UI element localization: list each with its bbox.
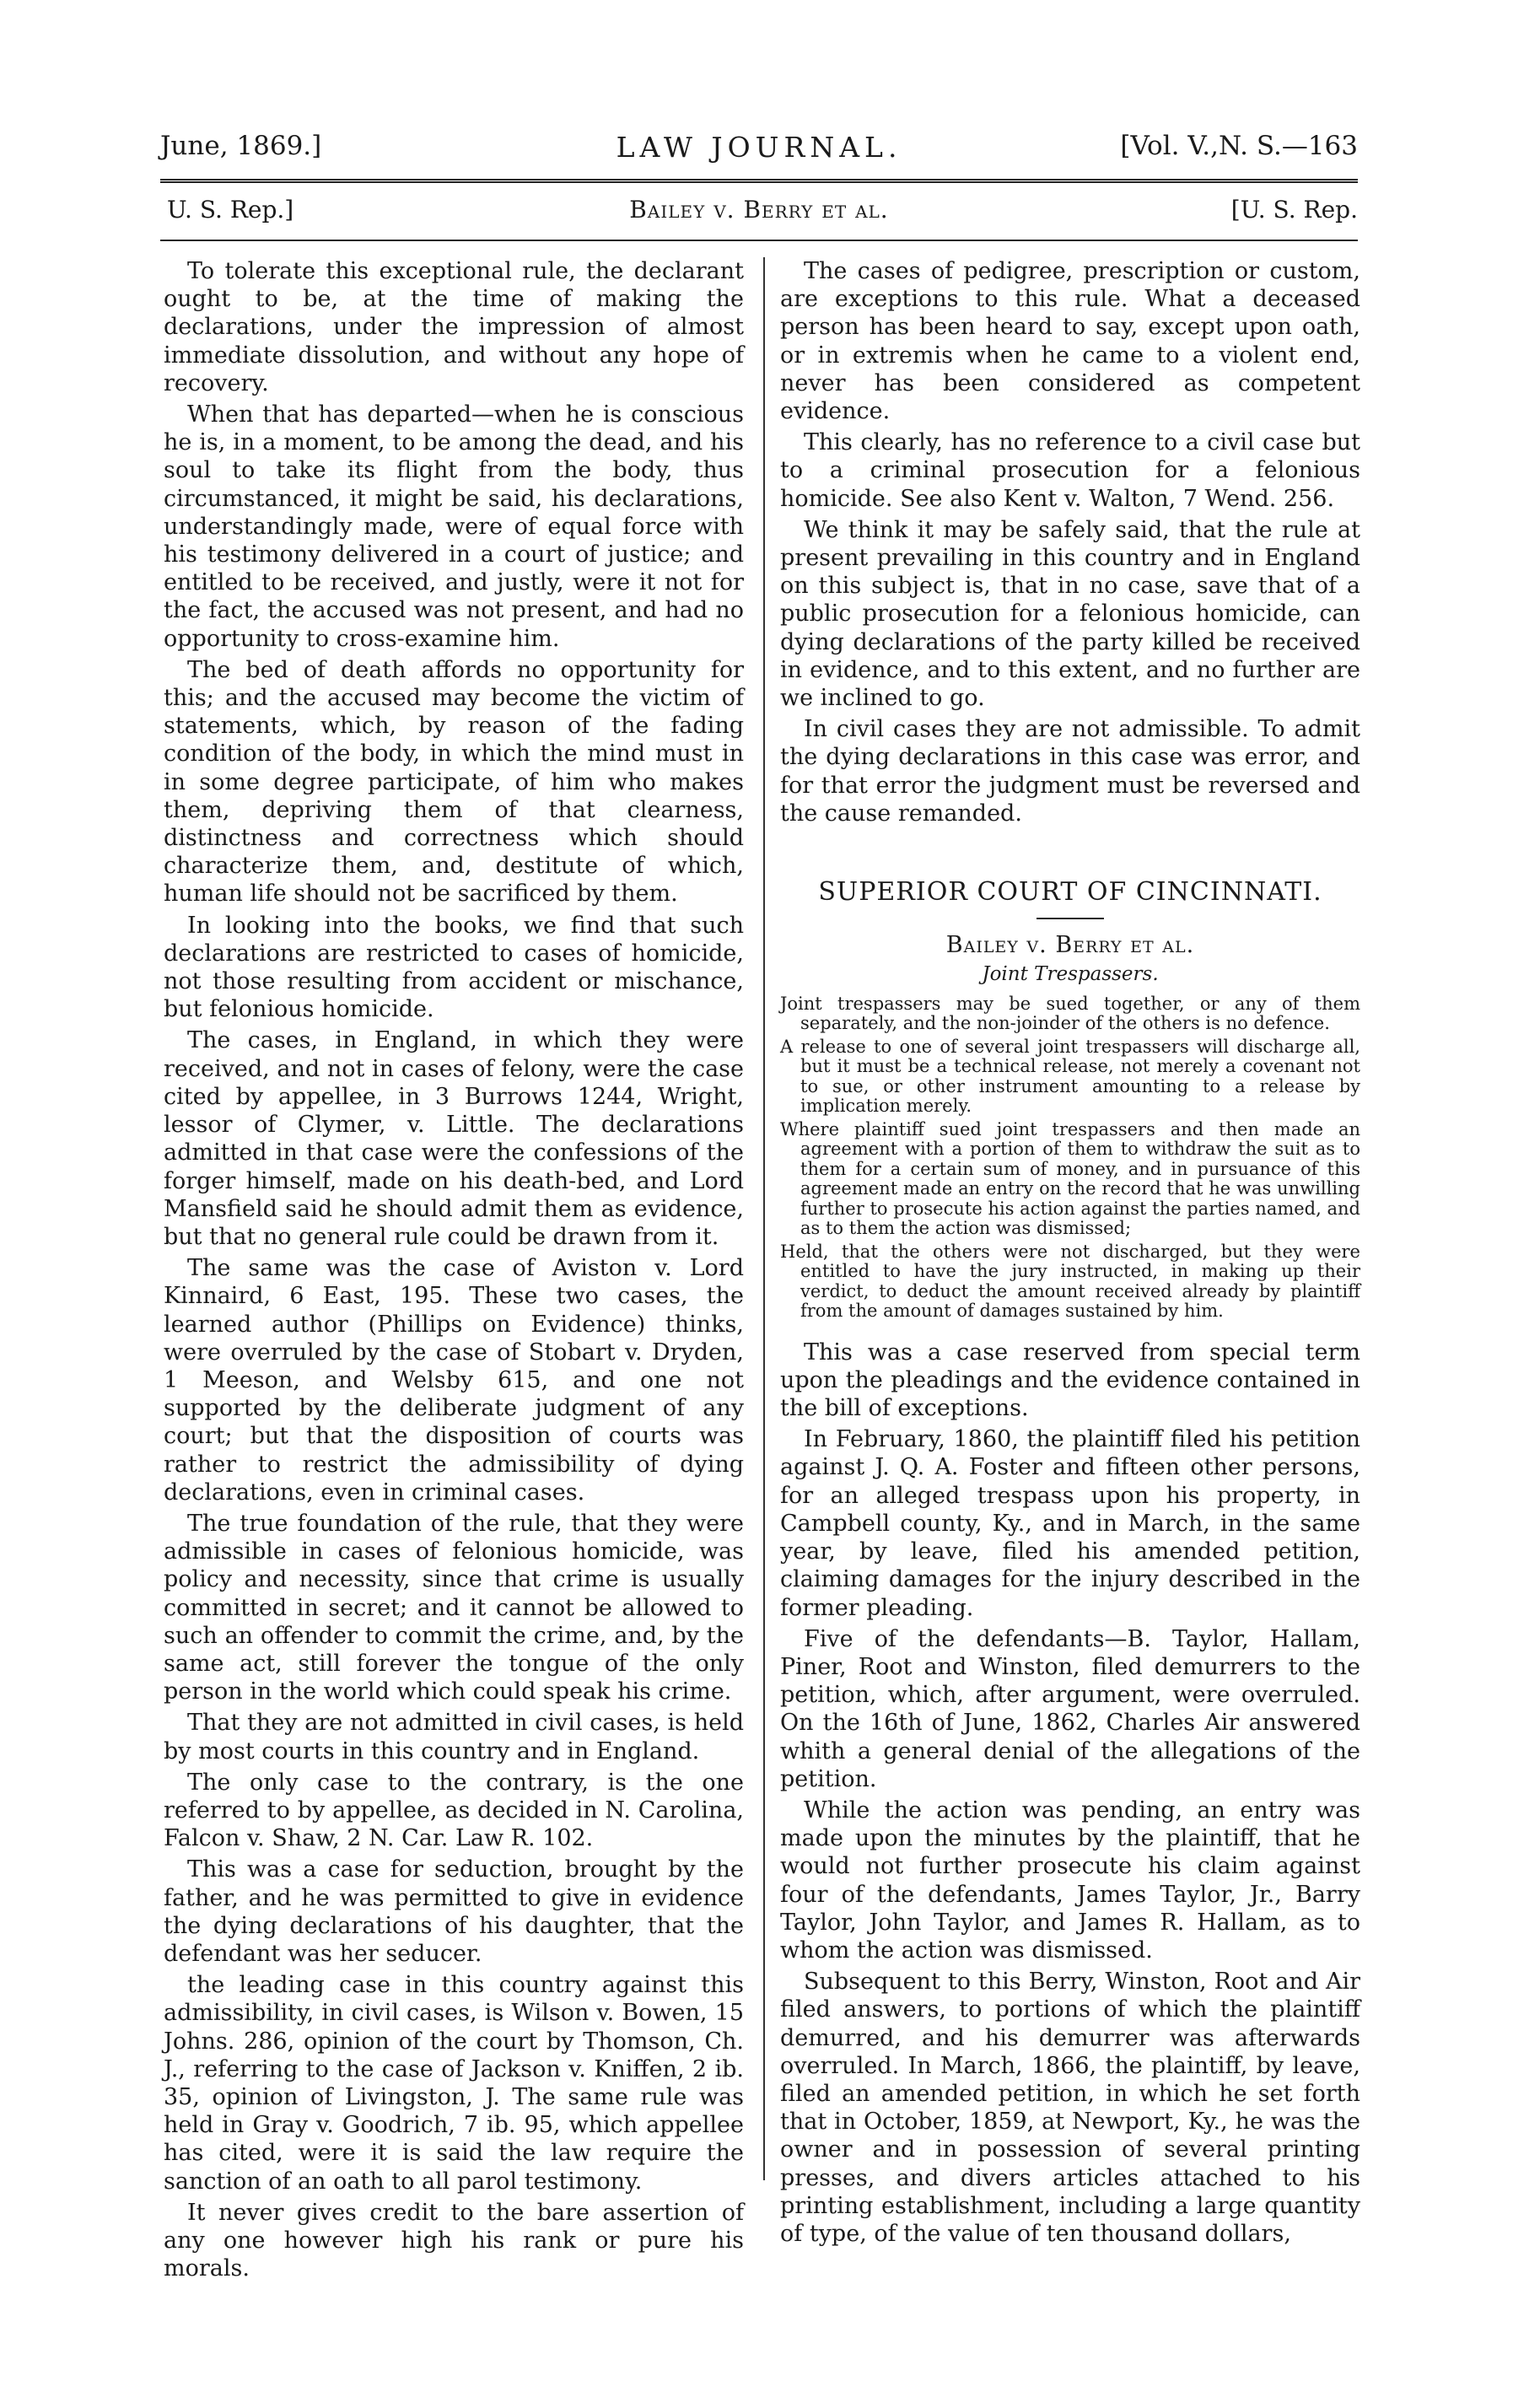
paragraph: The cases of pedigree, prescription or custom, are exceptions to this rule. What a deceased person has been heard to say, except upon oath, or in extremis when he came to a violent end, never has been considered as competent evidence.: [780, 258, 1360, 425]
paragraph: It never gives credit to the bare assertion of any one however high his rank or pure his morals.: [164, 2199, 744, 2282]
headnote: Joint trespassers may be sued together, or any of them separately, and the non-joinder of the others is no defence.: [780, 993, 1360, 1034]
paragraph: The only case to the contrary, is the one referred to by appellee, as decided in N. Carolina, Falcon v. Shaw, 2 N. Car. Law R. 102.: [164, 1769, 744, 1852]
paragraph: We think it may be safely said, that the rule at present prevailing in this country and in England on this subject is, that in no case, save that of a public prosecution for a felonious homicide, can dying declarations of the party killed be received in evidence, and to this extent, and no further are we inclined to go.: [780, 516, 1360, 712]
paragraph: This was a case for seduction, brought by the father, and he was permitted to give in evidence the dying declarations of his daughter, that the defendant was her seducer.: [164, 1856, 744, 1967]
paragraph: the leading case in this country against this admissibility, in civil cases, is Wilson v. Bowen, 15 Johns. 286, opinion of the court by Thomson, Ch. J., referring to the case of Jackson v. Kniffen, 2 ib. 35, opinion of Livingston, J. The same rule was held in Gray v. Goodrich, 7 ib. 95, which appellee has cited, were it is said the law require the sanction of an oath to all parol testimony.: [164, 1972, 744, 2195]
case-subheader: [160, 196, 1358, 229]
paragraph: While the action was pending, an entry was made upon the minutes by the plaintiff, that he would not further prosecute his claim against four of the defendants, James Taylor, Jr., Barry Taylor, John Taylor, and James R. Hallam, as to whom the action was dismissed.: [780, 1797, 1360, 1964]
paragraph: That they are not admitted in civil cases, is held by most courts in this country and in England.: [164, 1710, 744, 1764]
subheader-case: Bailey v. Berry et al.: [629, 196, 889, 224]
case-topic: Joint Trespassers.: [982, 963, 1159, 986]
paragraph: The bed of death affords no opportunity for this; and the accused may become the victim of statements, which, by reason of the fading condition of the body, in which the mind must in in some degree participate, of him who makes them, depriving them of that clearness, distinctness and correctness which should characterize them, and, destitute of which, human life should not be sacrificed by them.: [164, 656, 744, 908]
paragraph: In civil cases they are not admissible. To admit the dying declarations in this case was error, and for that error the judgment must be reversed and the cause remanded.: [780, 716, 1360, 827]
header-date: June, 1869.]: [160, 131, 322, 161]
subheader-right: [U. S. Rep.: [1230, 196, 1358, 224]
subheader-left: U. S. Rep.]: [167, 196, 294, 224]
header-double-rule: [160, 179, 1358, 186]
headnote: A release to one of several joint trespassers will discharge all, but it must be a technical release, not merely a covenant not to sue, or other instrument amounting to a release by implication merely.: [780, 1036, 1360, 1117]
column-divider: [763, 257, 765, 2180]
spacer: [780, 1325, 1360, 1339]
right-column: [780, 257, 1360, 2251]
running-header: [160, 131, 1358, 173]
paragraph: The cases, in England, in which they were received, and not in cases of felony, were the case cited by appellee, in 3 Burrows 1244, Wright, lessor of Clymer, v. Little. The declarations admitted in that case were the confessions of the forger himself, made on his death-bed, and Lord Mansfield said he should admit them as evidence, but that no general rule could be drawn from it.: [164, 1027, 744, 1250]
headnote: Held, that the others were not discharged, but they were entitled to have the jury instructed, in making up their verdict, to deduct the amount received already by plaintiff from the amount of damages sustained by him.: [780, 1241, 1360, 1322]
paragraph: Five of the defendants—B. Taylor, Hallam, Piner, Root and Winston, filed demurrers to the petition, which, after argument, were overruled. On the 16th of June, 1862, Charles Air answered whith a general denial of the allegations of the petition.: [780, 1625, 1360, 1792]
case-title: Bailey v. Berry et al.: [945, 932, 1195, 959]
paragraph: In February, 1860, the plaintiff filed his petition against J. Q. A. Foster and fifteen other persons, for an alleged trespass upon his property, in Campbell county, Ky., and in March, in the same year, by leave, filed his amended petition, claiming damages for the injury described in the former pleading.: [780, 1426, 1360, 1621]
left-column: [164, 257, 744, 2286]
paragraph: In looking into the books, we find that such declarations are restricted to cases of homicide, not those resulting from accident or mischance, but felonious homicide.: [164, 912, 744, 1023]
paragraph: The true foundation of the rule, that they were admissible in cases of felonious homicide, was policy and necessity, since that crime is usually committed in secret; and it cannot be allowed to such an offender to commit the crime, and, by the same act, still forever the tongue of the only person in the world which could speak his crime.: [164, 1510, 744, 1705]
paragraph: When that has departed—when he is conscious he is, in a moment, to be among the dead, and his soul to take its flight from the body, thus circumstanced, it might be said, his declarations, understandingly made, were of equal force with his testimony delivered in a court of justice; and entitled to be received, and justly, were it not for the fact, the accused was not present, and had no opportunity to cross-examine him.: [164, 401, 744, 652]
journal-title: LAW JOURNAL.: [616, 131, 902, 164]
header-volume: [Vol. V.,N. S.—163: [1120, 131, 1358, 161]
paragraph: The same was the case of Aviston v. Lord Kinnaird, 6 East, 195. These two cases, the learned author (Phillips on Evidence) thinks, were overruled by the case of Stobart v. Dryden, 1 Meeson, and Welsby 615, and one not supported by the deliberate judgment of any court; but that the disposition of courts was rather to restrict the admissibility of dying declarations, even in criminal cases.: [164, 1255, 744, 1506]
paragraph: To tolerate this exceptional rule, the declarant ought to be, at the time of making the declarations, under the impression of almost immediate dissolution, and without any hope of recovery.: [164, 258, 744, 396]
subheader-rule: [160, 240, 1358, 241]
paragraph: This clearly, has no reference to a civil case but to a criminal prosecution for a felonious homicide. See also Kent v. Walton, 7 Wend. 256.: [780, 429, 1360, 512]
paragraph: Subsequent to this Berry, Winston, Root and Air filed answers, to portions of which the plaintiff demurred, and his demurrer was afterwards overruled. In March, 1866, the plaintiff, by leave, filed an amended petition, in which he set forth that in October, 1859, at Newport, Ky., he was the owner and in possession of several printing presses, and divers articles attached to his printing establishment, including a large quantity of type, of the value of ten thousand dollars,: [780, 1969, 1360, 2247]
headnote: Where plaintiff sued joint trespassers and then made an agreement with a portion of them to withdraw the suit as to them for a certain sum of money, and in pursuance of this agreement made an entry on the record that he was unwilling further to prosecute his action against the parties named, and as to them the action was dismissed;: [780, 1118, 1360, 1239]
paragraph: This was a case reserved from special term upon the pleadings and the evidence contained in the bill of exceptions.: [780, 1339, 1360, 1422]
court-title: SUPERIOR COURT OF CINCINNATI.: [818, 877, 1322, 908]
section-rule: [1036, 918, 1104, 919]
